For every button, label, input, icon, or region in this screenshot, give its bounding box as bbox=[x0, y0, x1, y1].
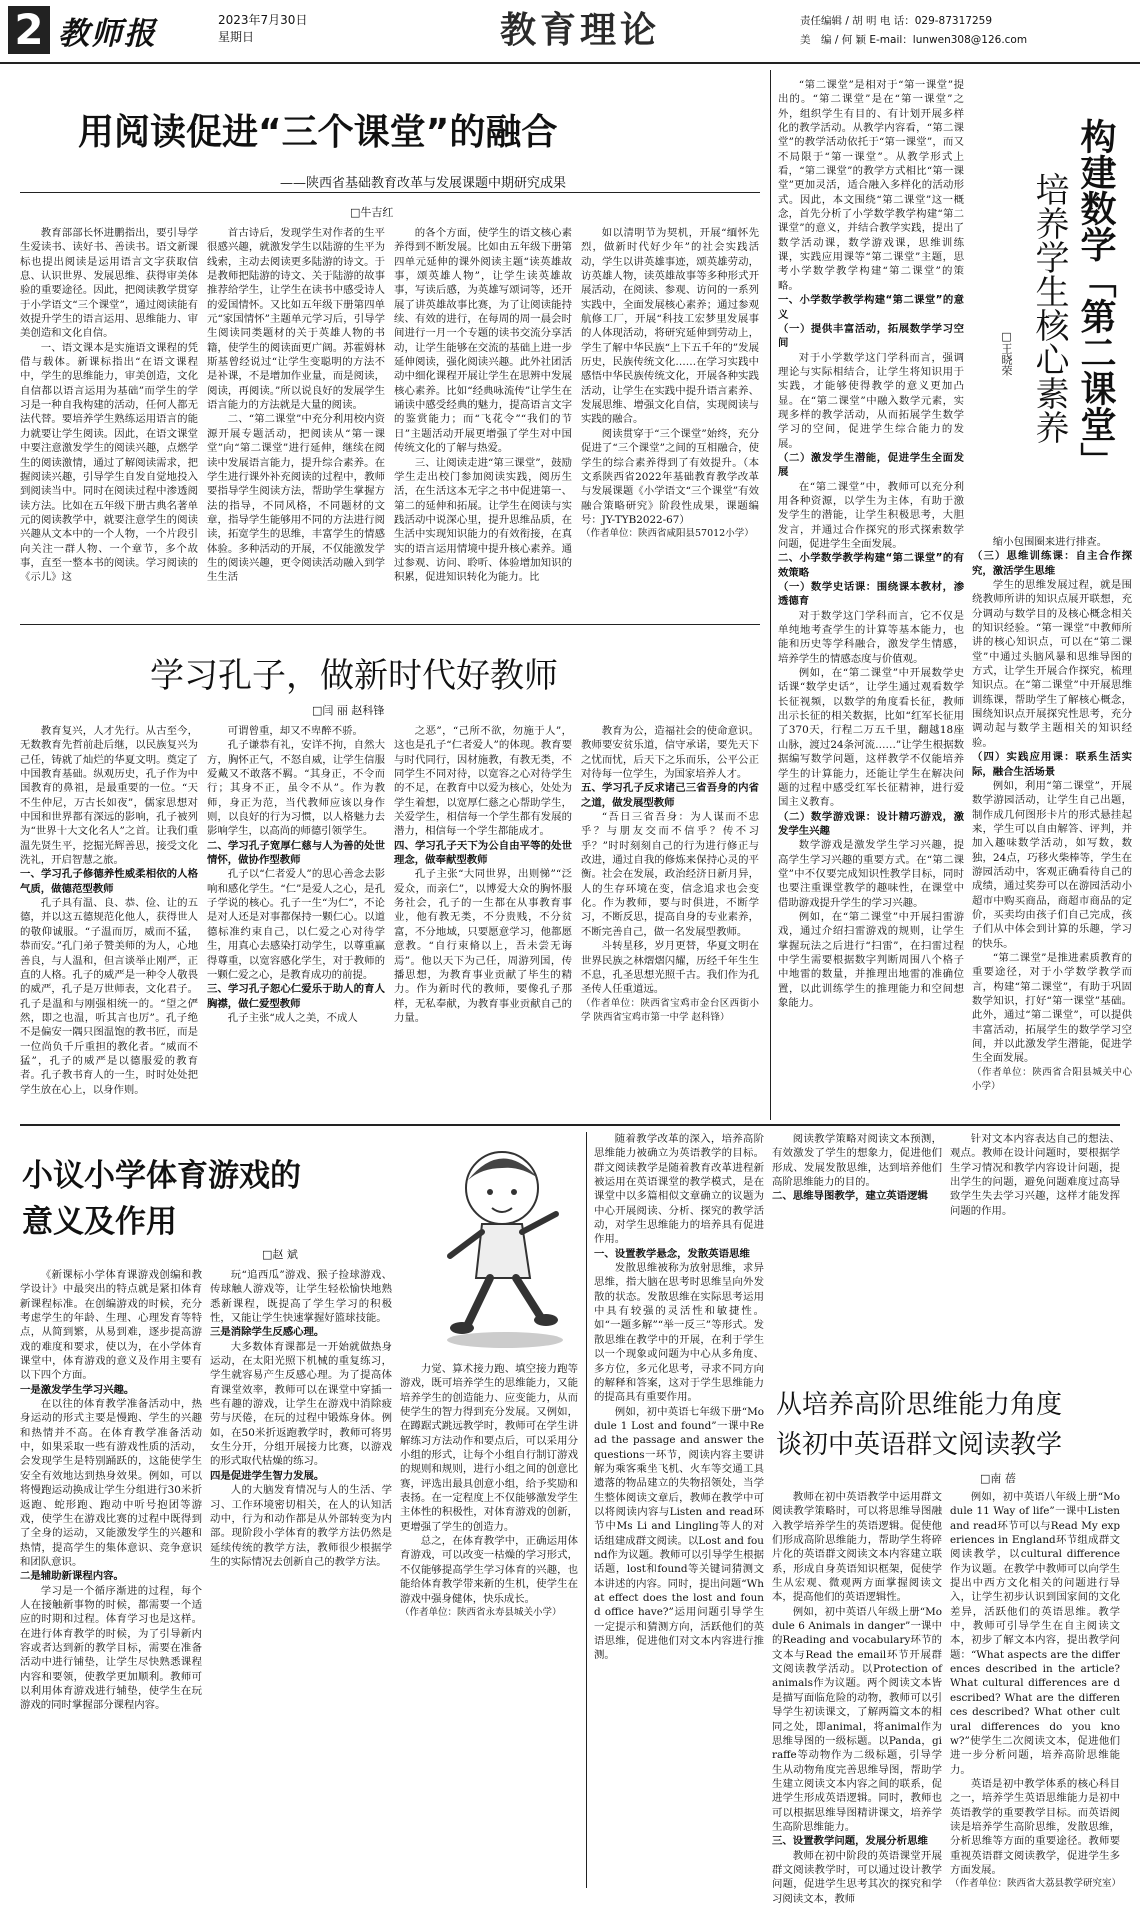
issue-date bbox=[218, 12, 307, 46]
article-title: 构建数学「第二课堂」 bbox=[1075, 118, 1116, 478]
section-title: 教育理论 bbox=[499, 9, 660, 51]
article-column-2: 可谓曾重，却又不卑醉不骄。 孔子谦恭有礼，安详不拘，自然大方，胸怀正气，不怒自威，让学生信服爱戴又不敢落不羁。“其身正，不令而行；其身不正，虽令不从”。作为教师，身正为范，当代教师应该以身作则，以良好的行为习惯，以人格魅力去影响学生，以高尚的师德引领学生。 二、学习孔子宽厚仁慈与人为善的处世情怀，做协作型教师 孔子以“仁者爱人”的思心善念去影响和感化学生。“仁”是爱人之心，是孔子学说的核心。孔子一生“为仁”，不论是对人还是对事都保持一颗仁心。以道德标准约束自己，以仁爱之心对待学生，用真心去感染打动学生，以尊重赢得尊重，以宽容感化学生，对于教师的一颗仁爱之心，是教育成功的前提。 三、学习孔子恕心仁爱乐于助人的育人胸襟，做仁爱型教师 孔子主张“成人之美，不成人 bbox=[207, 725, 385, 1024]
article-title-line-1: 小议小学体育游戏的 bbox=[22, 1158, 301, 1194]
article-separator bbox=[20, 624, 760, 625]
page-fold-divider bbox=[20, 1124, 1120, 1126]
article-column-2: 玩“追西瓜”游戏、猴子捡球游戏、传球触人游戏等，让学生轻松愉快地熟悉新课程，既提高了学生学习的积极性，又能让学生快速掌握好篮球技能。 三是消除学生反感心理。 大多数体育课都是一开始就做热身运动，在太阳光照下机械的重复练习，学生就容易产生反感心理。为了提高体育课堂效率，教师可以在课堂中穿插一些有趣的游戏，让学生在游戏中消除疲劳与厌倦，在玩的过程中锻炼身体。例如，在50米折返跑教学时，教师可将男女生分开，分组开展接力比赛，以游戏的形式取代枯燥的练习。 四是促进学生智力发展。 人的大脑发育情况与人的生活、学习、工作环境密切相关，在人的认知活动中，行为和动作都是从外部转变为内部。现阶段小学体育的教学方法仍然是延续传统的教学方法，教师很少根据学生的实际情况去创新自己的教学方法。 bbox=[210, 1269, 392, 1568]
running-child-illustration bbox=[390, 1128, 600, 1358]
article-title-line-2: 谈初中英语群文阅读教学 bbox=[776, 1430, 1063, 1460]
date-text: 2023年7月30日 bbox=[218, 13, 308, 27]
article-title-line-1: 从培养高阶思维能力角度 bbox=[776, 1390, 1063, 1420]
editor-line: 责任编辑 / 胡 明 电 话：029-87317259 bbox=[800, 15, 992, 27]
weekday-text: 星期日 bbox=[218, 30, 255, 44]
article-column-1: 教育部部长怀进鹏指出，要引导学生爱读书、读好书、善读书。语文新课标也提出阅读是运用语言文字获取信息、认识世界、发展思维、获得审美体验的重要途径。因此，把阅读教学贯穿于小学语文“三个课堂”，通过阅读能有效提升学生的语言运用、思维能力、审美创造和文化自信。 一、语文课本是实施语文课程的凭借与载体。新课标指出“在语文课程中，学生的思维能力，审美创造，文化自信都以语言运用为基础”而学生的学习是一种自我构建的活动，任何人都无法代替。要培养学生熟练运用语言的能力就要让学生阅读。因此，在语文课堂中要注意激发学生的阅读兴趣，点燃学生的阅读激情，通过了解阅读需求，把握阅读兴趣，引导学生自发自觉地投入到阅读当中。同时在阅读过程中渗透阅读方法。比如在五年级下册古典名著单元的阅读教学中，就要注意学生的阅读兴趣从文本中的一个人物，一个片段引向关注一群人物、一个章节，多个故事，直至一整本书的阅读。学习阅读的《示儿》这 bbox=[20, 227, 198, 584]
article-column-1: 《新课标小学体育课游戏创编和教学设计》中最突出的特点就是紧扣体育新课程标准。在创编游戏的时候，充分考虑学生的年龄、生理、心理发育等特点，从简到繁，从易到难，逐步提高游戏的难度和要求，使以为，在小学体育课堂中，体育游戏的意义及作用主要有以下四个方面。 一是激发学生学习兴趣。 在以往的体育教学准备活动中，热身运动的形式主要是慢跑、学生的兴趣和热情并不高。在体育教学准备活动中，如果采取一些有游戏性质的活动，会发现学生是特别踊跃的，这能使学生安全有效地达到热身效果。例如，可以将慢跑运动换成让学生分组进行30米折返跑、蛇形跑、跑动中听号抱团等游戏，使学生在游戏比赛的过程中既得到了全身的运动，又能激发学生的兴趣和热情，提高学生的集体意识、竞争意识和团队意识。 二是辅助新课程内容。 学习是一个循序渐进的过程，每个人在接触新事物的时候，都需要一个适应的时期和过程。体育学习也是这样。在进行体育教学的时候，为了引导新内容或者达到新的教学目标，需要在准备活动中进行铺垫，让学生尽快熟悉课程内容和要领，使教学更加顺利。教师可以利用体育游戏进行辅垫，使学生在玩游戏的同时掌握部分课程内容。 bbox=[20, 1269, 202, 1712]
article-column-1: “第二课堂”是相对于“第一课堂”提出的。“第二课堂”是在“第一课堂”之外，组织学生有目的、有计划开展多样化的教学活动。从教学内容看，“第二课堂”的教学活动依托于“第一课堂”，而又不局限于“第一课堂”。从教学形式上看，“第二课堂”的教学方式相比“第一课堂”更加灵活，适合融入多样化的活动形式。因此，本文围绕“第二课堂”这一概念，首先分析了小学数学教学构建“第二课堂”的意义，并结合教学实践，提出了数学活动课，数学游戏课，思维训练课，实践应用课等“第二课堂”主题，思考小学数学教学构建“第二课堂”的策略。 一、小学数学教学构建“第二课堂”的意义 （一）提供丰富活动，拓展数学学习空间 对于小学数学这门学科而言，强调理论与实际相结合，让学生将知识用于实践，才能够使得教学的意义更加凸显。在“第二课堂”中融入数学元素，实现多样的教学活动，从而拓展学生数学学习的空间，促进学生综合能力的发展。 （二）激发学生潜能，促进学生全面发展 在“第二课堂”中，教师可以充分利用各种资源，以学生为主体，有助于激发学生的潜能，让学生积极思考，大胆发言，并通过合作探究的形式探索数学问题，促进学生全面发展。 二、小学数学教学构建“第二课堂”的有效策略 （一）数学史话课：围绕课本教材，渗透德育 对于数学这门学科而言，它不仅是单纯地考查学生的计算等基本能力，也能和历史等学科融合，激发学生情感，培养学生的情感态度与价值观。 例如，在“第二课堂”中开展数学史话课“数学史话”，让学生通过观看数学长征视频，以数学的角度看长征，教师出示长征的相关数据，比如“红军长征用了370天，行程二万五千里，翻越18座山脉，渡过24条河流……”让学生根据数据编写数学问题，这样教学不仅能培养学生的计算能力，还能让学生在解决问题的过程中感受红军长征精神，进行爱国主义教育。 （二）数学游戏课：设计精巧游戏，激发学生兴趣 数学游戏是激发学生学习兴趣，提高学生学习兴趣的重要方式。在“第二课堂”中不仅要完成知识性教学目标，同时也要注重课堂教学的趣味性，在课堂中借助游戏提升学生的学习兴趣。 例如，在“第二课堂”中开展扫雷游戏，通过介绍扫雷游戏的规则，让学生掌握玩法之后进行“扫雷”，在扫雷过程中学生需要根据数字判断周围八个格子中地雷的数量，并推理出地雷的准确位置，以此训练学生的推理能力和空间想象能力。 bbox=[778, 79, 964, 1009]
article-column-1: 随着教学改革的深入，培养高阶思维能力被确立为英语教学的目标。群文阅读教学是随着教育改革进程新被运用在英语课堂的教学模式，是在课堂中以多篇相似文章确立的议题为中心开展阅读、分析、探究的教学活动，对学生思维能力的培养具有促进作用。 一、设置教学悬念，发散英语思维 发散思维被称为放射思维，求异思维，指大脑在思考时思维呈向外发散的状态。发散思维在实际思考运用中具有较强的灵活性和敏捷性。如“一题多解”“举一反三”等形式。发散思维在教学中的开展，在利于学生以一个现象或问题为中心从多角度、多方位，多元化思考，寻求不同方向的解释和答案，这对于学生思维能力的提高具有重要作用。 例如，初中英语七年级下册“Module 1 Lost and found”一课中Read the passage and answer the questions一环节，阅读内容主要讲解为乘客乘坐飞机、火车等交通工具遗落的物品建立的失物招领处，当学生整体阅读文章后，教师在教学中可以将阅读内容与Listen and read环节中Ms Li and Lingling等人的对话组建成群文阅读。以Lost and found作为议题。教师可以引导学生根据话题，lost和found等关键词猜测文本讲述的内容。同时，提出问题“What effect does the lost and found office have?”运用问题引导学生一定提示和猜测方向，活跃他们的英语思维，促进他们对文本内容进行推测。 bbox=[594, 1133, 764, 1662]
page-number: 2 bbox=[8, 6, 50, 54]
article-title: 用阅读促进“三个课堂”的融合 bbox=[78, 112, 558, 153]
article-subtitle: 培养学生核心素养 bbox=[1029, 172, 1069, 444]
article-column-2-top: 阅读教学策略对阅读文本预测，有效激发了学生的想象力，促进他们形成、发展发散思维，达到培养他们高阶思维能力的目的。 二、思维导图教学，建立英语逻辑 bbox=[772, 1133, 942, 1203]
article-column-2: 教师在初中英语教学中运用群文阅读教学策略时，可以将思维导图融入教学培养学生的英语逻辑。促使他们形成高阶思维能力，帮助学生将碎片化的英语群文阅读文本内容建立联系，形成自身英语知识框架，促使学生从宏观、微观两方面掌握阅读文本，提高他们的英语逻辑性。 例如，初中英语八年级上册“Module 6 Animals in danger”一课中的Reading and vocabulary环节的文本与Read the email环节开展群文阅读教学活动。以Protection of animals作为议题。两个阅读文本皆是描写面临危险的动物，教师可以引导学生初读课文，了解两篇文本的相同之处，即animal，将animal作为思维导图的一级标题。以Panda，giraffe等动物作为二级标题，引导学生从动物角度完善思维导图，帮助学生建立阅读文本内容之间的联系，促进学生形成英语逻辑。同时，教师也可以根据思维导图精讲课文，培养学生高阶思维能力。 三、设置教学问题，发展分析思维 教师在初中阶段的英语课堂开展群文阅读教学时，可以通过设计教学问题，促进学生思考其次的探究和学习阅读文本，教师 bbox=[772, 1491, 942, 1905]
article-author: □赵 斌 bbox=[262, 1248, 298, 1261]
article-column-2: 首古诗后，发现学生对作者的生平很感兴趣，就激发学生以陆游的生平为线索，主动去阅读更多陆游的诗文。于是教师把陆游的诗文、关于陆游的故事推荐给学生，让学生在读书中感受诗人的爱国情怀。又比如五年级下册第四单元“家国情怀”主题单元学习后，引导学生阅读同类题材的关于英雄人物的书籍，使学生的阅读面更广阔。苏霍姆林斯基曾经说过“让学生变聪明的方法不是补课，不是增加作业量，而是阅读，阅读，再阅读。”所以说良好的发展学生语言能力的方法就是大量的阅读。 二、“第二课堂”中充分利用校内资源开展专题活动，把阅读从“第一课堂”向“第二课堂”进行延伸，继续在阅读中发展语言能力，提升综合素养。在学生进行课外补充阅读的过程中，教师要指导学生阅读方法，帮助学生掌握方法的指导，不同风格，不同题材的文章，指导学生能够用不同的方法进行阅读，拓宽学生的思维，丰富学生的情感体验。多种活动的开展，不仅能激发学生的阅读兴趣，更令阅读活动融入到学生生活 bbox=[207, 227, 385, 584]
title-divider bbox=[20, 192, 760, 193]
newspaper-logo: 教师报 bbox=[58, 16, 157, 52]
article-author: □南 蓓 bbox=[980, 1472, 1016, 1485]
article-column-4: 教育为公，造福社会的使命意识。教师要安贫乐道，信守承诺，要先天下之忧而忧，后天下之乐而乐，公平公正对待每一位学生，为国家培养人才。 五、学习孔子反求诸己三省吾身的内省之道，做发展型教师 “吾日三省吾身：为人谋而不忠乎？与朋友交而不信乎？传不习乎？”时时刻刻自己的行为进行修正与改进，通过自我的修炼来保持心灵的平衡。社会在发展，政治经济日新月异，人的生存环境在变，信念追求也会变化。作为教师，要与时俱进，不断学习，不断反思，提高自身的专业素养，不断完善自己，做一名发展型教师。 斗转星移，岁月更替，华夏文明在世界民族之林熠熠闪耀，历经千年生生不息，孔圣思想光照千古。我们作为孔圣传人任重道远。 （作者单位：陕西省宝鸡市金台区西街小学 陕西省宝鸡市第一中学 赵科锋） bbox=[581, 725, 759, 1023]
article-title: 学习孔子，做新时代好教师 bbox=[150, 656, 558, 696]
column-divider bbox=[770, 70, 771, 1120]
article-column-3: 的各个方面，使学生的语文核心素养得到不断发展。比如由五年级下册第四单元延伸的课外阅读主题“读英雄故事，颂英雄人物”，让学生读英雄故事，写读后感，为英雄写颂词等，还开展了讲英雄故事比赛，为了让阅读能持续、有效的进行，在每周的周一晨会时间进行一月一个专题的读书交流分享活动，让学生能够在交流的基础上进一步延伸阅读，强化阅读兴趣。此外社团活动中细化课程开展让学生在思辨中发展核心素养。比如“经典咏流传”让学生在诵读中感受经典的魅力，提高语言文字的鉴赏能力；而“飞花令”“我们的节日”主题活动开展更增强了学生对中国传统文化的了解与热爱。 三、让阅读走进“第三课堂”，鼓励学生走出校门参加阅读实践，阅历生活，在生活这本无字之书中促进第一、第二的延伸和拓展。让学生在阅读与实践活动中说深心里，提升思维品质，在生活中实现知识能力的有效衔接，在真实的语言运用情境中提升核心素养。通过参观、访问、聆听、体验增加知识的积累，促进知识转化为能力。比 bbox=[394, 227, 572, 584]
column-divider bbox=[586, 1132, 587, 1888]
article-column-2: 缩小包围圈来进行排查。 （三）思维训练课：自主合作探究，激活学生思维 学生的思维发展过程，就是围绕教师所讲的知识点展开联想，充分调动与数学目的及核心概念相关的知识经验。“第一课堂”中教师所讲的核心知识点，可以在“第二课堂”中通过头脑风暴和思维导图的方式，让学生开展合作探究，梳理知识点。在“第二课堂”中开展思维训练课，帮助学生了解核心概念，围绕知识点开展探究性思考，充分调动起与数学主题相关的知识经验。 （四）实践应用课：联系生活实际，融合生活场景 例如，利用“第二课堂”，开展数学游园活动，让学生自己出题，制作成几何图形卡片的形式悬挂起来，学生可以自由解答、评判，并加入趣味数学活动，如写数，数独，24点，巧移火柴棒等，学生在游园活动中，客观正确看待自己的成绩，通过奖券可以在游园活动小超市中购买商品，商超市商品的定价，买卖均由孩子们自己完成，孩子们从中体会到计算的乐趣，学习的快乐。 “第二课堂”是推进素质教育的重要途径，对于小学数学教学而言，构建“第二课堂”，有助于巩固数学知识，打好“第一课堂”基础。此外，通过“第二课堂”，可以提供丰富活动，拓展学生的数学学习空间，并以此激发学生潜能，促进学生全面发展。 （作者单位：陕西省合阳县城关中心小学） bbox=[972, 536, 1132, 1093]
designer-line: 美 编 / 何 颖 E-mail：lunwen308@126.com bbox=[800, 34, 1028, 46]
article-column-3: 之恶”，“己所不欲，勿施于人”，这也是孔子“仁者爱人”的体现。教育要与时代同行，因材施教，有教无类，不同学生不同对待，以宽容之心对待学生的不足，在教育中以爱为核心，处处为学生着想，以宽厚仁慈之心帮助学生，关爱学生，相信每一个学生都有发展的潜力，相信每一个学生都能成才。 四、学习孔子天下为公自由平等的处世理念，做奉献型教师 孔子主张“大同世界，出则悌”“泛爱众，而亲仁”，以博爱大众的胸怀服务社会，孔子的一生都在从事教育事业，他有教无类，不分贵贱，不分贫富，不分地域，只要愿意学习，他都愿意教。“自行束脩以上，吾未尝无诲焉”。他以天下为己任，周游列国，传播思想，为教育事业贡献了毕生的精力。作为新时代的教师，要像孔子那样，无私奉献，为教育事业贡献自己的力量。 bbox=[394, 725, 572, 1024]
article-title-line-2: 意义及作用 bbox=[22, 1204, 177, 1240]
article-column-4: 如以清明节为契机，开展“缅怀先烈，做新时代好少年”的社会实践活动，学生以讲英雄事迹，颂英雄劳动，访英雄人物，读英雄故事等多种形式开展活动，在阅读、参观、访问的一系列实践中，全面发展核心素养；通过参观航修工厂，开展“科技工宏梦里发展事的人体现活动，将研究延伸到劳动上，学生了解中华民族“上下五千年的”发展历史，民族传统文化……在学习实践中感悟中华民族传统文化，开展各种实践活动，让学生在实践中提升语言素养、发展思维、增强文化自信，实现阅读与实践的融合。 阅读贯穿于“三个课堂”始终，充分促进了“三个课堂”之间的互相融合，使学生的综合素养得到了有效提升。（本文系陕西省2022年基础教育教学改革与发展课题《小学语文“三个课堂”有效融合策略研究》阶段性成果，课题编号：JY-TYB2022-67） （作者单位：陕西省咸阳县57012小学） bbox=[581, 227, 759, 540]
article-column-1: 教育复兴，人才先行。从古至今，无数教育先哲前赴后继，以民族复兴为己任，铸就了灿烂的华夏文明。奠定了中国教育基础。纵观历史，孔子作为中国教育的鼻祖，是最重要的一位。“天不生仲尼，万古长如夜”，儒家思想对中国和世界都有深远的影响，孔子被列为“世界十大文化名人”之首。让我们重温先贤生平，挖掘光辉善思，接受文化洗礼，开启智慧之旅。 一、学习孔子修德养性威柔相依的人格气质，做德范型教师 孔子具有温、良、恭、俭、让的五德，并以这五德规范化他人，获得世人的敬仰诚服。“子温而厉，威而不猛，恭而安。”孔门弟子赞美师的为人，心地善良，与人温和，但言谈举止刚严，正直的人格。孔子的威严是一种令人敬畏的威严，孔子是万世师表，文化君子。孔子是温和与刚强相统一的。“望之俨然，即之也温，听其言也厉”。孔子绝不是偏安一隅只图温饱的教书匠，而是一位尚负千斤重担的教化者。“威而不猛”，孔子的威严是以德服爱的教育者。孔子教书育人的一生，时时处处把学生放在心上，以身作则。 bbox=[20, 725, 198, 1096]
article-author: □闫 丽 赵科锋 bbox=[312, 704, 385, 717]
article-subtitle: ——陕西省基础教育改革与发展课题中期研究成果 bbox=[280, 176, 567, 191]
masthead bbox=[0, 0, 1140, 64]
article-column-3-top: 针对文本内容表达自己的想法、观点。教师在设计问题时，要根据学生学习情况和教学内容设计问题，提出学生的问题，避免问题难度过高导致学生失去学习兴趣，这样才能发挥问题的作用。 bbox=[950, 1133, 1120, 1217]
editor-info bbox=[800, 12, 1027, 50]
article-author: □王晓荣 bbox=[1000, 330, 1013, 376]
article-column-3: 例如，初中英语八年级上册“Module 11 Way of life”一课中Listen and read环节可以与Read My experiences in England环节组成群文阅读教学，以cultural difference作为议题。在教学中教师可以向学生提出中西方文化相关的问题进行导入，让学生初步认识到国家间的文化差异，活跃他们的英语思维。教学中，教师可引导学生在自主阅读文本，初步了解文本内容，提出教学问题：“What aspects are the differences described in the article? What cultural differences are described? What are the differences described? What other cultural differences do you know?”使学生二次阅读文本，促进他们进一步分析问题，培养高阶思维能力。 英语是初中教学体系的核心科目之一，培养学生英语思维能力是初中英语教学的重要教学目标。而英语阅读是培养学生高阶思维，发散思维，分析思维等方面的重要途径。教师要重视英语群文阅读教学，促进学生多方面发展。 （作者单位：陕西省大荔县教学研究室） bbox=[950, 1491, 1122, 1890]
article-author: □牛吉红 bbox=[350, 206, 394, 219]
article-column-3: 力觉、算术接力跑、填空接力跑等游戏，既可培养学生的思维能力，又能培养学生的创造能力、应变能力，从而使学生的智力得到充分发展。又例如，在蹲踞式跳远教学时，教师可在学生讲解练习方法动作和要点后，可以采用分小组的形式，让每个小组自行制订游戏的规则和规则，进行小组之间的创意比赛，评选出最具创意小组，给予奖励和表扬。在一定程度上不仅能够激发学生主体性的积极性，对体育游戏的创新，更增强了学生的创造力。 总之，在体育教学中，正确运用体育游戏，可以改变一枯燥的学习形式，不仅能够提高学生学习体育的兴趣，也能给体育教学带来新的生机，使学生在游戏中强身健体，快乐成长。 （作者单位：陕西省永寿县城关小学） bbox=[400, 1363, 578, 1618]
